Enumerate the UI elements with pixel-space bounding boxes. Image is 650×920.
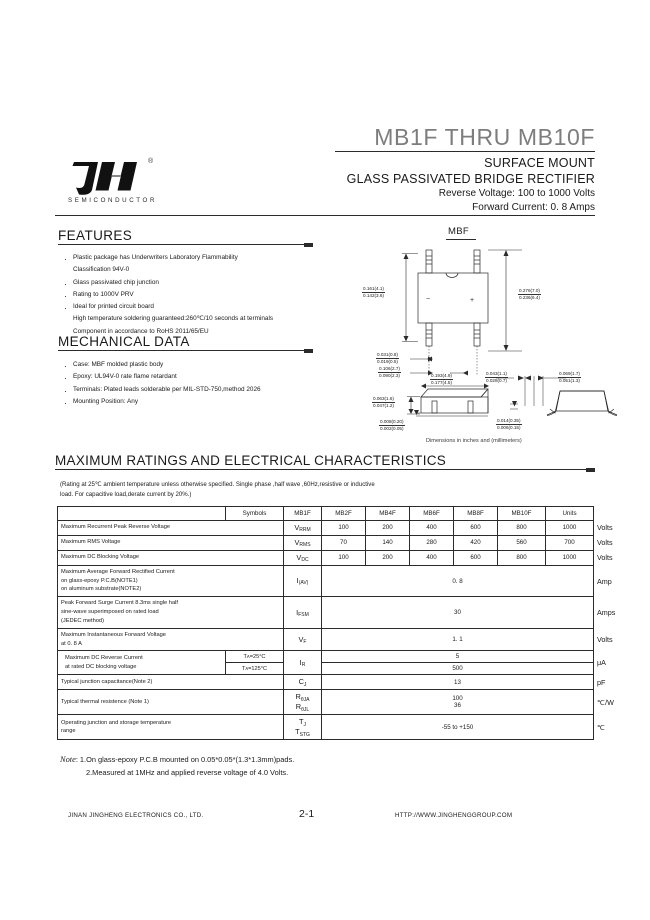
row-symbol: RθJA RθJL <box>284 690 322 715</box>
row-value: 100 36 <box>322 690 594 715</box>
dim-body-height: 0.276(7.0) 0.236(6.4) <box>519 288 540 300</box>
feature-item: · Plastic package has Underwriters Laboratory Flammability <box>62 252 362 264</box>
features-heading: FEATURES <box>58 228 133 243</box>
row-value: 280 <box>410 535 454 550</box>
row-value: 500 <box>322 663 594 675</box>
row-param: Operating junction and storage temperature range <box>58 715 284 740</box>
table-row: Typical junction capacitance(Note 2) CJ 13 pF <box>58 675 594 690</box>
subtitle-device-type: GLASS PASSIVATED BRIDGE RECTIFIER <box>346 171 595 186</box>
row-symbol: VDC <box>284 550 322 565</box>
row-param: Typical thermal resistence (Note 1) <box>58 690 284 715</box>
mechanical-heading: MECHANICAL DATA <box>58 334 190 349</box>
spec-reverse-voltage: Reverse Voltage: 100 to 1000 Volts <box>438 188 595 200</box>
row-symbol: VRRM <box>284 520 322 535</box>
table-header-blank <box>58 507 226 521</box>
mechanical-list <box>62 359 362 408</box>
dimensions-unit-note: Dimensions in inches and (millimeters) <box>426 438 522 444</box>
row-value: 200 <box>366 520 410 535</box>
row-value: 1000 <box>546 520 594 535</box>
row-param: Maximum DC Blocking Voltage <box>58 550 284 565</box>
company-logo <box>68 160 198 204</box>
dim-standoff: 0.008(0.20) 0.002(0.05) <box>380 419 404 431</box>
package-name-label: MBF <box>448 226 469 237</box>
row-value: 100 <box>322 550 366 565</box>
dim-lead-foot-length: 0.069(1.7) 0.051(1.3) <box>559 371 580 383</box>
ratings-heading: MAXIMUM RATINGS AND ELECTRICAL CHARACTERISTICS <box>55 453 447 468</box>
feature-item: Component in accordance to RoHS 2011/65/EU <box>73 327 209 335</box>
dim-package-length: 0.193(4.9) 0.177(4.5) <box>431 373 452 385</box>
notes-label: Note <box>60 755 76 764</box>
mechanical-item: · Epoxy: UL94V-0 rate flame retardant <box>62 371 362 383</box>
table-row: Peak Forward Surge Current 8.3ms single half sine-wave superimposed on rated load (JEDEC method) IFSM 30 Amps <box>58 597 594 628</box>
dim-body-width: 0.161(4.1) 0.142(3.6) <box>363 286 384 298</box>
table-row: Typical thermal resistence (Note 1) RθJA RθJL 100 36 ℃/W <box>58 690 594 715</box>
dim-lead-pitch: 0.106(2.7) 0.090(2.3) <box>379 366 400 378</box>
part-title-row <box>55 125 595 149</box>
page-footer <box>55 808 595 828</box>
table-header-mb8f: MB8F <box>454 507 498 521</box>
table-row: Maximum DC Reverse Current at rated DC blocking voltage Tᴀ=25°C IR 5 μA <box>58 651 594 663</box>
table-header-mb1f: MB1F <box>284 507 322 521</box>
table-row: Maximum RMS Voltage VRMS 70 140 280 420 560 700 Volts <box>58 535 594 550</box>
mechanical-item: · Terminals: Plated leads solderable per MIL-STD-750,method 2026 <box>62 384 362 396</box>
row-value: 70 <box>322 535 366 550</box>
logo-subtitle: SEMICONDUCTOR <box>68 197 158 204</box>
row-symbol: I(AV) <box>284 565 322 596</box>
row-symbol: TJ TSTG <box>284 715 322 740</box>
spec-forward-current: Forward Current: 0. 8 Amps <box>472 201 595 213</box>
dim-lead-thickness: 0.031(0.8) 0.019(0.5) <box>377 352 398 364</box>
ratings-conditions-line2: load. For capacitive load,derate current by 20%.) <box>60 491 192 499</box>
row-value: 1000 <box>546 550 594 565</box>
note-1-text: : 1.On glass-epoxy P.C.B mounted on 0.05*0.05*(1.3*1.3mm)pads. <box>75 755 295 764</box>
ratings-divider <box>55 469 595 470</box>
row-param: Peak Forward Surge Current 8.3ms single half sine-wave superimposed on rated load (JEDEC method) <box>58 597 284 628</box>
note-2-text: 2.Measured at 1MHz and applied reverse voltage of 4.0 Volts. <box>86 767 289 777</box>
feature-item: · Ideal for printed circuit board <box>62 301 362 313</box>
features-heading-block <box>58 228 313 245</box>
features-list <box>62 252 362 338</box>
row-value: 800 <box>498 520 546 535</box>
table-row: Maximum Average Forward Rectified Current on glass-epoxy P.C.B(NOTE1) on aluminum substrate(NOTE2) I(AV) 0. 8 Amp <box>58 565 594 596</box>
features-divider <box>58 244 313 245</box>
registered-mark-icon: ® <box>148 158 154 165</box>
table-header-mb6f: MB6F <box>410 507 454 521</box>
row-condition: Tᴀ=25°C <box>226 651 284 663</box>
row-value: 600 <box>454 520 498 535</box>
dim-body-thickness: 0.063(1.6) 0.047(1.2) <box>373 396 394 408</box>
row-value: 400 <box>410 520 454 535</box>
feature-item: · Glass passivated chip junction <box>62 277 362 289</box>
feature-item: Classification 94V-0 <box>73 266 130 274</box>
table-header-mb10f: MB10F <box>498 507 546 521</box>
row-symbol: VRMS <box>284 535 322 550</box>
table-row: Maximum DC Blocking Voltage VDC 100 200 400 600 800 1000 Volts <box>58 550 594 565</box>
subtitle-mount-type: SURFACE MOUNT <box>484 156 595 171</box>
row-symbol: VF <box>284 628 322 651</box>
row-value: 140 <box>366 535 410 550</box>
header-divider <box>55 215 595 216</box>
row-value: 600 <box>454 550 498 565</box>
jh-logo-icon <box>68 158 154 194</box>
row-value: 800 <box>498 550 546 565</box>
row-value: 0. 8 <box>322 565 594 596</box>
footer-company: JINAN JINGHENG ELECTRONICS CO., LTD. <box>68 812 204 819</box>
specifications-table <box>57 506 616 740</box>
table-header-mb2f: MB2F <box>322 507 366 521</box>
svg-text:+: + <box>470 297 475 304</box>
row-value: 700 <box>546 535 594 550</box>
row-value: -55 to +150 <box>322 715 594 740</box>
row-value: 1. 1 <box>322 628 594 651</box>
row-value: 5 <box>322 651 594 663</box>
row-param: Maximum Instantaneous Forward Voltage at 0. 8 A <box>58 628 284 651</box>
row-condition: Tᴀ=125°C <box>226 663 284 675</box>
row-param: Maximum Average Forward Rectified Current on glass-epoxy P.C.B(NOTE1) on aluminum substrate(NOTE2) <box>58 565 284 596</box>
note-1-line <box>60 753 294 767</box>
notes-block <box>60 753 294 779</box>
row-value: 200 <box>366 550 410 565</box>
ratings-conditions <box>60 480 590 501</box>
dim-lead-width: 0.043(1.1) 0.028(0.7) <box>486 371 507 383</box>
row-value: 560 <box>498 535 546 550</box>
row-param: Maximum DC Reverse Current at rated DC blocking voltage <box>58 651 226 675</box>
svg-text:−: − <box>426 296 431 303</box>
row-param: Maximum RMS Voltage <box>58 535 284 550</box>
mechanical-item: · Mounting Position: Any <box>62 396 362 408</box>
page-title: MB1F THRU MB10F <box>374 124 595 150</box>
row-value: 100 <box>322 520 366 535</box>
row-value: 400 <box>410 550 454 565</box>
row-symbol: IR <box>284 651 322 675</box>
footer-url[interactable]: HTTP://WWW.JINGHENGGROUP.COM <box>395 812 513 819</box>
row-value: 420 <box>454 535 498 550</box>
title-divider <box>335 151 595 152</box>
package-outline-diagram <box>363 226 646 448</box>
table-row: Maximum Recurrent Peak Reverse Voltage VRRM 100 200 400 600 800 1000 Volts <box>58 520 594 535</box>
table-header-row <box>58 507 594 521</box>
row-param: Maximum Recurrent Peak Reverse Voltage <box>58 520 284 535</box>
table-row: Operating junction and storage temperature range TJ TSTG -55 to +150 ℃ <box>58 715 594 740</box>
package-drawing <box>388 226 646 448</box>
row-value: 30 <box>322 597 594 628</box>
row-value: 13 <box>322 675 594 690</box>
dim-lead-foot-thickness: 0.014(0.35) 0.006(0.15) <box>497 418 521 430</box>
feature-item: · Rating to 1000V PRV <box>62 289 362 301</box>
ratings-heading-block <box>55 453 595 470</box>
table-header-mb4f: MB4F <box>366 507 410 521</box>
table-row: Maximum Instantaneous Forward Voltage at 0. 8 A VF 1. 1 Volts <box>58 628 594 651</box>
row-symbol: CJ <box>284 675 322 690</box>
footer-page-number: 2-1 <box>299 808 315 820</box>
feature-item: High temperature soldering guaranteed:260℃/10 seconds at terminals <box>73 315 274 323</box>
mechanical-heading-block <box>58 334 313 351</box>
row-symbol: IFSM <box>284 597 322 628</box>
table-header-symbols: Symbols <box>226 507 284 521</box>
row-param: Typical junction capacitance(Note 2) <box>58 675 284 690</box>
ratings-conditions-line1: (Rating at 25℃ ambient temperature unless otherwise specified. Single phase ,half wave ,60Hz,resistive or inductive <box>60 481 375 488</box>
table-header-units: Units <box>546 507 594 521</box>
mechanical-item: · Case: MBF molded plastic body <box>62 359 362 371</box>
mechanical-divider <box>58 350 313 351</box>
